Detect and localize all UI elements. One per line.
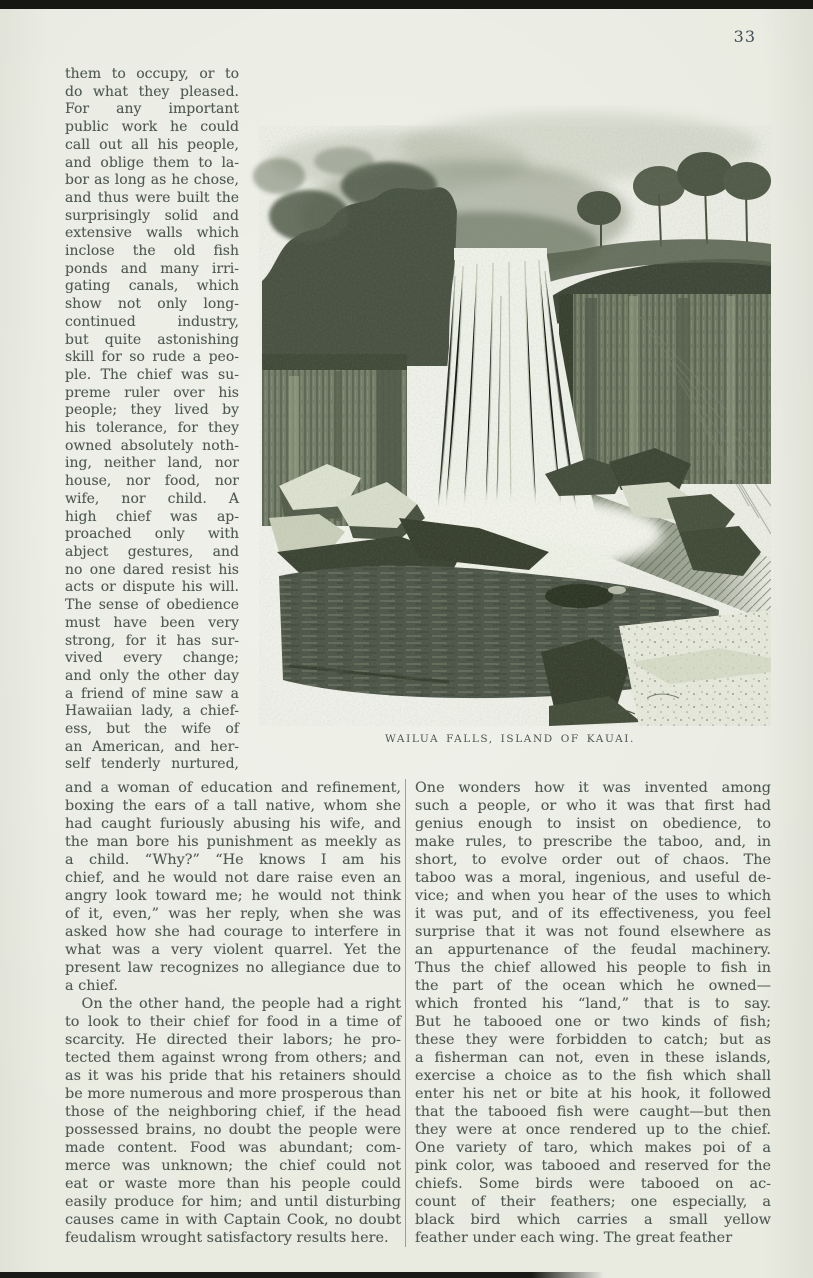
text-line: pink color, was tabooed and reserved for the	[415, 1158, 771, 1175]
text-line: angry look toward me; he would not think	[65, 888, 401, 905]
text-line: tected them against wrong from others; and	[65, 1050, 401, 1067]
page-content	[65, 66, 771, 1247]
page-number: 33	[733, 27, 756, 46]
text-line: ple. The chief was su-	[65, 366, 239, 383]
text-line: show not only long-	[65, 296, 239, 313]
text-line: be more numerous and more prosperous than	[65, 1086, 401, 1103]
figure	[249, 66, 771, 774]
text-line: a child. “Why?” “He knows I am his	[65, 852, 401, 869]
text-line: do what they pleased.	[65, 83, 239, 100]
text-line: gating canals, which	[65, 278, 239, 295]
text-line: merce was unknown; the chief could not	[65, 1158, 401, 1175]
text-line: such a people, or who it was that first had	[415, 798, 771, 815]
text-line: owned absolutely noth-	[65, 437, 239, 454]
text-line: exercise a choice as to the fish which shall	[415, 1068, 771, 1085]
text-line: make rules, to prescribe the taboo, and, in	[415, 834, 771, 851]
text-line: the part of the ocean which he owned—	[415, 978, 771, 995]
text-line: self tenderly nurtured,	[65, 756, 239, 773]
text-line: taboo was a moral, ingenious, and useful de-	[415, 870, 771, 887]
bottom-section	[65, 779, 771, 1247]
text-line: an appurtenance of the feudal machinery.	[415, 942, 771, 959]
text-line: One wonders how it was invented among	[415, 780, 771, 797]
text-line: present law recognizes no allegiance due to	[65, 960, 401, 977]
text-line: them to occupy, or to	[65, 66, 239, 82]
text-line: no one dared resist his	[65, 561, 239, 578]
text-line: what was a very violent quarrel. Yet the	[65, 942, 401, 959]
text-line: enter his net or bite at his hook, it followed	[415, 1086, 771, 1103]
text-line: the man bore his punishment as meekly as	[65, 834, 401, 851]
text-line: high chief was ap-	[65, 508, 239, 525]
text-line: bor as long as he chose,	[65, 172, 239, 189]
paragraph	[65, 995, 401, 1247]
text-line: extensive walls which	[65, 225, 239, 242]
text-line: a fisherman can not, even in these islands,	[415, 1050, 771, 1067]
text-line: that the tabooed fish were caught—but then	[415, 1104, 771, 1121]
text-line: But he tabooed one or two kinds of fish;	[415, 1014, 771, 1031]
text-line: and only the other day	[65, 667, 239, 684]
text-line: ing, neither land, nor	[65, 455, 239, 472]
text-line: vived every change;	[65, 650, 239, 667]
text-line: proached only with	[65, 526, 239, 543]
text-line: boxing the ears of a tall native, whom she	[65, 798, 401, 815]
text-line: short, to evolve order out of chaos. The	[415, 852, 771, 869]
text-line: and a woman of education and refinement,	[65, 780, 401, 797]
text-line: Hawaiian lady, a chief-	[65, 703, 239, 720]
text-line: feudalism wrought satisfactory results here.	[65, 1230, 389, 1247]
text-line: ponds and many irri-	[65, 260, 239, 277]
text-line: it was put, and of its effectiveness, you feel	[415, 906, 771, 923]
text-line: scarcity. He directed their labors; he pro-	[65, 1032, 401, 1049]
text-line: wife, nor child. A	[65, 490, 239, 507]
text-line: and thus were built the	[65, 189, 239, 206]
text-line: asked how she had courage to interfere in	[65, 924, 401, 941]
text-line: Thus the chief allowed his people to fish in	[415, 960, 771, 977]
text-line: black bird which carries a small yellow	[415, 1212, 771, 1229]
text-line: house, nor food, nor	[65, 473, 239, 490]
text-line: a friend of mine saw a	[65, 685, 239, 702]
text-line: those of the neighboring chief, if the head	[65, 1104, 401, 1121]
text-line: to look to their chief for food in a time of	[65, 1014, 401, 1031]
text-line: they were at once rendered up to the chief.	[415, 1122, 771, 1139]
bottom-right-text-column	[405, 779, 771, 1247]
text-line: surprisingly solid and	[65, 207, 239, 224]
text-line: skill for so rude a peo-	[65, 349, 239, 366]
text-line: The sense of obedience	[65, 597, 239, 614]
text-line: as it was his pride that his retainers should	[65, 1068, 401, 1085]
text-line: count of their feathers; one especially, a	[415, 1194, 771, 1211]
text-line: preme ruler over his	[65, 384, 239, 401]
wailua-falls-engraving	[249, 66, 771, 726]
scan-edge-top	[0, 0, 813, 9]
text-line: these they were forbidden to catch; but as	[415, 1032, 771, 1049]
text-line: ess, but the wife of	[65, 721, 239, 738]
text-line: had caught furiously abusing his wife, and	[65, 816, 401, 833]
text-line: of it, even,” was her reply, when she was	[65, 906, 401, 923]
text-line: and oblige them to la-	[65, 154, 239, 171]
text-line: chief, and he would not dare raise even an	[65, 870, 401, 887]
scan-edge-bottom	[0, 1272, 604, 1278]
text-line: easily produce for him; and until disturbing	[65, 1194, 401, 1211]
text-line: On the other hand, the people had a right	[81, 996, 401, 1013]
text-line: abject gestures, and	[65, 543, 239, 560]
bottom-left-text-column	[65, 779, 401, 1247]
figure-caption: WAILUA FALLS, ISLAND OF KAUAI.	[385, 733, 635, 745]
text-line: made content. Food was abundant; com-	[65, 1140, 401, 1157]
text-line: an American, and her-	[65, 738, 239, 755]
text-line: public work he could	[65, 119, 239, 136]
text-line: a chief.	[65, 978, 118, 995]
text-line: causes came in with Captain Cook, no doubt	[65, 1212, 401, 1229]
text-line: eat or waste more than his people could	[65, 1176, 401, 1193]
text-line: possessed brains, no doubt the people were	[65, 1122, 401, 1139]
text-line: must have been very	[65, 614, 239, 631]
text-line: inclose the old fish	[65, 243, 239, 260]
text-line: people; they lived by	[65, 402, 239, 419]
paragraph	[65, 779, 401, 995]
text-line: feather under each wing. The great feather	[415, 1230, 733, 1247]
text-line: his tolerance, for they	[65, 420, 239, 437]
top-left-text-column	[65, 66, 239, 774]
text-line: chiefs. Some birds were tabooed on ac-	[415, 1176, 771, 1193]
text-line: vice; and when you hear of the uses to which	[415, 888, 771, 905]
engraving-grain	[259, 126, 771, 726]
text-line: acts or dispute his will.	[65, 579, 239, 596]
text-line: call out all his people,	[65, 136, 239, 153]
text-line: For any important	[65, 101, 239, 118]
text-line: continued industry,	[65, 313, 239, 330]
text-line: which fronted his “land,” that is to say.	[415, 996, 771, 1013]
text-line: genius enough to insist on obedience, to	[415, 816, 771, 833]
text-line: but quite astonishing	[65, 331, 239, 348]
text-line: One variety of taro, which makes poi of a	[415, 1140, 771, 1157]
text-line: surprise that it was not found elsewhere as	[415, 924, 771, 941]
top-section	[65, 66, 771, 774]
text-line: strong, for it has sur-	[65, 632, 239, 649]
